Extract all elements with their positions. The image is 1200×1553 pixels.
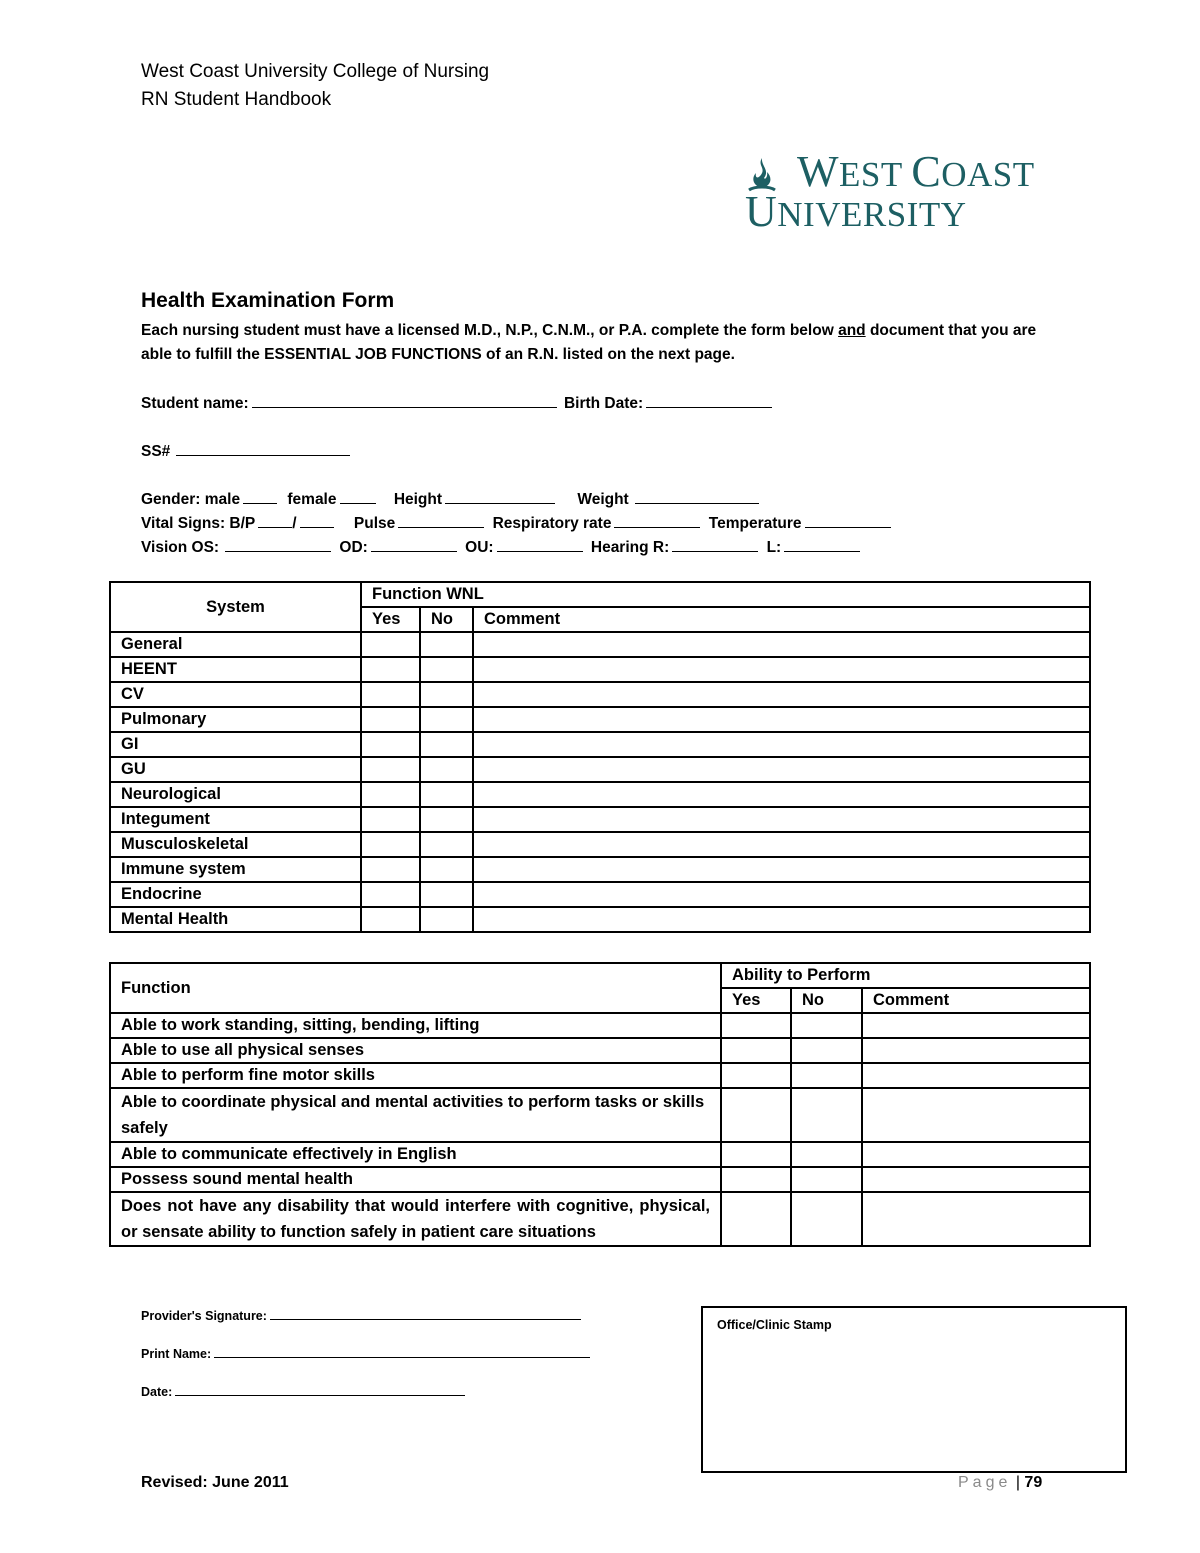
table-row <box>110 632 1090 657</box>
height-line[interactable] <box>445 489 555 504</box>
comment-cell[interactable] <box>473 832 1090 857</box>
office-stamp-box[interactable] <box>701 1306 1127 1473</box>
no-cell[interactable] <box>420 832 473 857</box>
fn-no-header: No <box>791 988 862 1013</box>
function-header: Function <box>110 963 721 1013</box>
revised-date: Revised: June 2011 <box>141 1474 289 1491</box>
comment-cell[interactable] <box>862 1167 1090 1192</box>
table-row <box>110 1013 1090 1038</box>
handbook-college-title: West Coast University College of Nursing <box>141 61 490 82</box>
no-cell[interactable] <box>420 882 473 907</box>
table-row <box>110 657 1090 682</box>
vision-os-line[interactable] <box>225 537 331 552</box>
function-label: Able to perform fine motor skills <box>110 1063 721 1088</box>
no-cell[interactable] <box>420 657 473 682</box>
table-row <box>110 1192 1090 1246</box>
function-label: Does not have any disability that would interfere with cognitive, physical, or sensate ability to function safely in patient care situations <box>110 1192 721 1246</box>
vision-od-line[interactable] <box>371 537 457 552</box>
function-label: Possess sound mental health <box>110 1167 721 1192</box>
system-label: Neurological <box>110 782 361 807</box>
no-cell[interactable] <box>791 1192 862 1246</box>
function-label: Able to work standing, sitting, bending, lifting <box>110 1013 721 1038</box>
system-label: HEENT <box>110 657 361 682</box>
page-number: 79 <box>1024 1474 1043 1491</box>
table-row <box>110 907 1090 932</box>
comment-cell[interactable] <box>473 857 1090 882</box>
yes-cell[interactable] <box>721 1088 791 1142</box>
yes-cell[interactable] <box>721 1038 791 1063</box>
comment-cell[interactable] <box>862 1142 1090 1167</box>
yes-cell[interactable] <box>721 1192 791 1246</box>
comment-cell[interactable] <box>473 807 1090 832</box>
yes-cell[interactable] <box>361 732 420 757</box>
no-cell[interactable] <box>791 1142 862 1167</box>
comment-cell[interactable] <box>473 907 1090 932</box>
yes-cell[interactable] <box>361 807 420 832</box>
no-cell[interactable] <box>791 1088 862 1142</box>
vital-signs-row: Vital Signs: B/P / Pulse Respiratory rate Temperature <box>141 513 891 533</box>
table-row <box>110 882 1090 907</box>
print-name-field: Print Name: <box>141 1346 590 1361</box>
date-field: Date: <box>141 1384 465 1399</box>
no-cell[interactable] <box>420 682 473 707</box>
fn-yes-header: Yes <box>721 988 791 1013</box>
student-name-line[interactable] <box>252 393 557 408</box>
system-label: General <box>110 632 361 657</box>
yes-cell[interactable] <box>721 1142 791 1167</box>
system-label: Mental Health <box>110 907 361 932</box>
logo-text-university: UNIVERSITY <box>745 187 967 236</box>
yes-header: Yes <box>361 607 420 632</box>
function-label: Able to coordinate physical and mental activities to perform tasks or skills safely <box>110 1088 721 1142</box>
no-cell[interactable] <box>420 782 473 807</box>
yes-cell[interactable] <box>361 682 420 707</box>
no-cell[interactable] <box>420 857 473 882</box>
system-label: Pulmonary <box>110 707 361 732</box>
system-label: Musculoskeletal <box>110 832 361 857</box>
table-row <box>110 732 1090 757</box>
comment-cell[interactable] <box>862 1013 1090 1038</box>
function-label: Able to use all physical senses <box>110 1038 721 1063</box>
yes-cell[interactable] <box>361 657 420 682</box>
table-row <box>110 707 1090 732</box>
system-label: Endocrine <box>110 882 361 907</box>
pulse-line[interactable] <box>398 513 484 528</box>
student-name-field: Student name: Birth Date: <box>141 393 772 413</box>
handbook-subtitle: RN Student Handbook <box>141 89 332 110</box>
comment-cell[interactable] <box>473 732 1090 757</box>
no-cell[interactable] <box>791 1167 862 1192</box>
provider-signature-field: Provider's Signature: <box>141 1308 581 1323</box>
table-row <box>110 1142 1090 1167</box>
comment-cell[interactable] <box>862 1192 1090 1246</box>
system-label: Immune system <box>110 857 361 882</box>
print-name-line[interactable] <box>214 1346 590 1358</box>
weight-line[interactable] <box>635 489 759 504</box>
comment-cell[interactable] <box>473 657 1090 682</box>
system-label: CV <box>110 682 361 707</box>
no-cell[interactable] <box>420 707 473 732</box>
ability-header: Ability to Perform <box>721 963 1090 988</box>
male-line[interactable] <box>243 489 277 504</box>
comment-cell[interactable] <box>862 1088 1090 1142</box>
system-label: GU <box>110 757 361 782</box>
birth-date-line[interactable] <box>646 393 772 408</box>
ss-field: SS# <box>141 441 350 461</box>
system-label: GI <box>110 732 361 757</box>
hearing-l-line[interactable] <box>784 537 860 552</box>
table-row <box>110 807 1090 832</box>
no-cell[interactable] <box>420 732 473 757</box>
comment-cell[interactable] <box>473 632 1090 657</box>
university-logo <box>745 147 1095 236</box>
comment-cell[interactable] <box>862 1038 1090 1063</box>
no-cell[interactable] <box>420 757 473 782</box>
comment-cell[interactable] <box>473 682 1090 707</box>
yes-cell[interactable] <box>361 832 420 857</box>
no-cell[interactable] <box>791 1013 862 1038</box>
page-footer: Page | 79 <box>958 1474 1043 1491</box>
no-cell[interactable] <box>420 632 473 657</box>
system-label: Integument <box>110 807 361 832</box>
table-row <box>110 1063 1090 1088</box>
no-cell[interactable] <box>420 907 473 932</box>
table-row <box>110 857 1090 882</box>
vision-ou-line[interactable] <box>497 537 583 552</box>
provider-signature-line[interactable] <box>270 1308 581 1320</box>
system-header: System <box>110 582 361 632</box>
table-row <box>110 1167 1090 1192</box>
date-line[interactable] <box>175 1384 465 1396</box>
bp-diastolic-line[interactable] <box>300 513 334 528</box>
comment-cell[interactable] <box>473 882 1090 907</box>
no-cell[interactable] <box>791 1038 862 1063</box>
function-ability-table <box>109 962 1091 1247</box>
female-line[interactable] <box>340 489 376 504</box>
comment-cell[interactable] <box>862 1063 1090 1088</box>
hearing-r-line[interactable] <box>672 537 758 552</box>
no-cell[interactable] <box>420 807 473 832</box>
table-row <box>110 832 1090 857</box>
bp-systolic-line[interactable] <box>258 513 292 528</box>
yes-cell[interactable] <box>361 882 420 907</box>
vision-hearing-row: Vision OS: OD: OU: Hearing R: L: <box>141 537 860 557</box>
system-review-table <box>109 581 1091 933</box>
no-cell[interactable] <box>791 1063 862 1088</box>
comment-cell[interactable] <box>473 707 1090 732</box>
comment-cell[interactable] <box>473 757 1090 782</box>
yes-cell[interactable] <box>361 707 420 732</box>
yes-cell[interactable] <box>361 857 420 882</box>
yes-cell[interactable] <box>361 757 420 782</box>
temperature-line[interactable] <box>805 513 891 528</box>
stamp-label: Office/Clinic Stamp <box>717 1318 832 1332</box>
yes-cell[interactable] <box>721 1063 791 1088</box>
table-row <box>110 1088 1090 1142</box>
yes-cell[interactable] <box>361 907 420 932</box>
ss-line[interactable] <box>176 441 350 456</box>
table-row <box>110 682 1090 707</box>
yes-cell[interactable] <box>721 1167 791 1192</box>
yes-cell[interactable] <box>361 632 420 657</box>
form-title: Health Examination Form <box>141 289 395 312</box>
table-row <box>110 782 1090 807</box>
logo-text-west-coast: WEST COAST <box>797 147 1035 196</box>
table-row <box>110 1038 1090 1063</box>
form-instructions: Each nursing student must have a licensed M.D., N.P., C.N.M., or P.A. complete the form below and document that you are able to fulfill the ESSENTIAL JOB FUNCTIONS of an R.N. listed on the next page. <box>141 322 1037 363</box>
function-wnl-header: Function WNL <box>361 582 1090 607</box>
function-label: Able to communicate effectively in English <box>110 1142 721 1167</box>
gender-row: Gender: male female Height Weight <box>141 489 759 509</box>
comment-header: Comment <box>473 607 1090 632</box>
yes-cell[interactable] <box>721 1013 791 1038</box>
respiratory-line[interactable] <box>614 513 700 528</box>
no-header: No <box>420 607 473 632</box>
fn-comment-header: Comment <box>862 988 1090 1013</box>
yes-cell[interactable] <box>361 782 420 807</box>
table-row <box>110 757 1090 782</box>
comment-cell[interactable] <box>473 782 1090 807</box>
